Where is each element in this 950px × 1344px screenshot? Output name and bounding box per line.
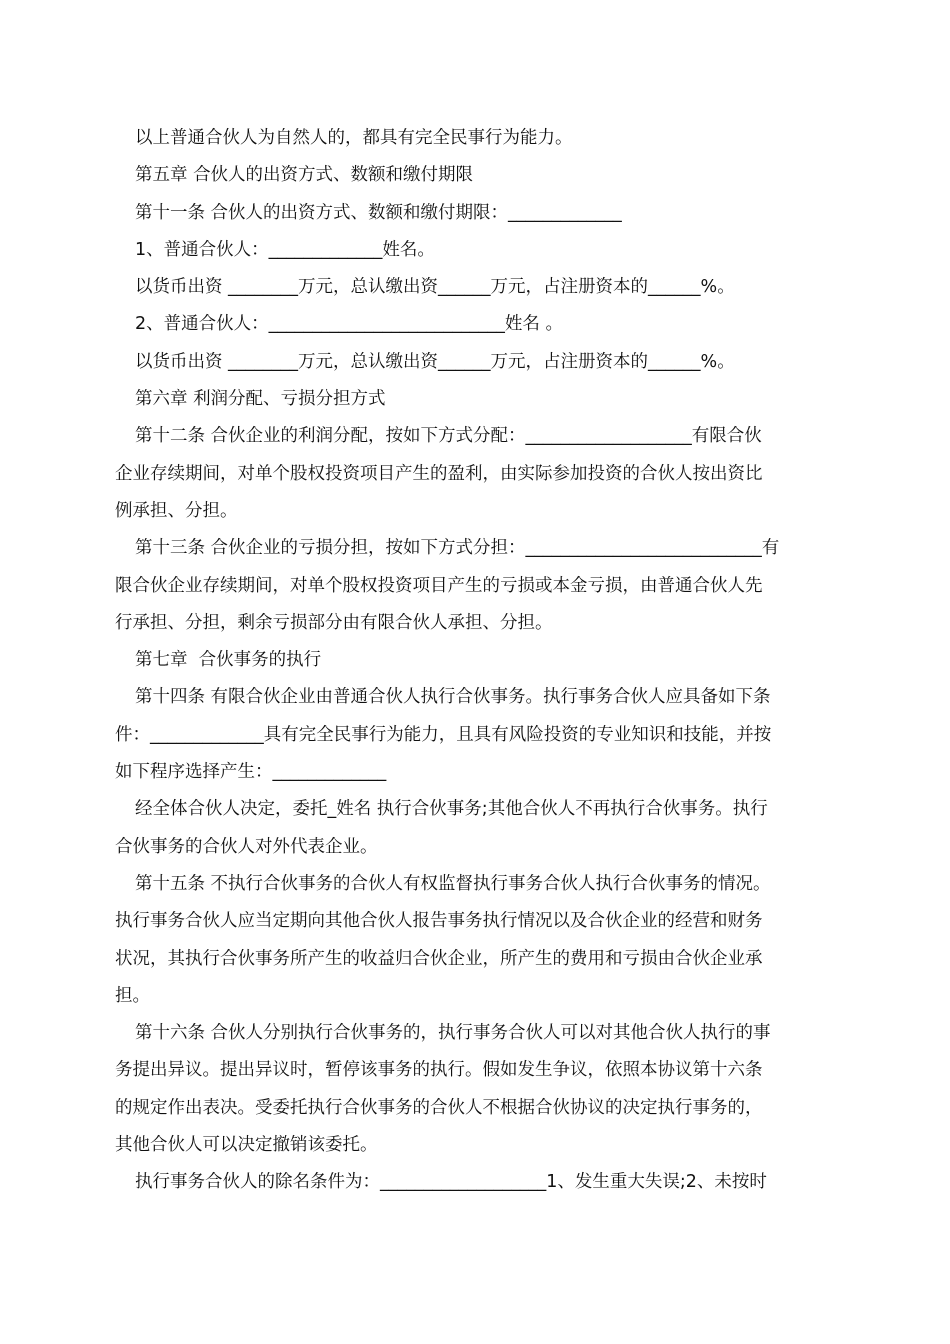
text-line: 企业存续期间，对单个股权投资项目产生的盈利，由实际参加投资的合伙人按出资比	[115, 463, 763, 484]
text-line: 1、普通合伙人：_____________姓名。	[135, 239, 435, 260]
text-line: 第七章 合伙事务的执行	[135, 650, 322, 671]
text-line: 第六章 利润分配、亏损分担方式	[135, 389, 386, 410]
text-line: 经全体合伙人决定，委托_姓名 执行合伙事务;其他合伙人不再执行合伙事务。执行	[135, 799, 768, 820]
text-line: 务提出异议。提出异议时，暂停该事务的执行。假如发生争议，依照本协议第十六条	[115, 1060, 763, 1081]
text-line: 第十一条 合伙人的出资方式、数额和缴付期限：_____________	[135, 202, 622, 223]
text-line: 行承担、分担，剩余亏损部分由有限合伙人承担、分担。	[115, 612, 553, 633]
text-line: 如下程序选择产生：_____________	[115, 762, 387, 783]
text-line: 状况，其执行合伙事务所产生的收益归合伙企业，所产生的费用和亏损由合伙企业承	[115, 948, 763, 969]
text-line: 的规定作出表决。受委托执行合伙事务的合伙人不根据合伙协议的决定执行事务的，	[115, 1097, 763, 1118]
text-line: 执行事务合伙人的除名条件为：___________________1、发生重大失误;2、未按时	[135, 1172, 767, 1193]
text-line: 第十六条 合伙人分别执行合伙事务的，执行事务合伙人可以对其他合伙人执行的事	[135, 1023, 771, 1044]
text-line: 担。	[115, 985, 150, 1006]
text-line: 以上普通合伙人为自然人的，都具有完全民事行为能力。	[135, 128, 573, 148]
text-line: 第十五条 不执行合伙事务的合伙人有权监督执行事务合伙人执行合伙事务的情况。	[135, 873, 771, 894]
text-line: 2、普通合伙人：___________________________姓名 。	[135, 314, 563, 335]
text-line: 件：_____________具有完全民事行为能力，且具有风险投资的专业知识和技能，并按	[115, 724, 772, 745]
text-line: 例承担、分担。	[115, 500, 238, 521]
text-line: 第十三条 合伙企业的亏损分担，按如下方式分担：___________________________有	[135, 538, 780, 559]
text-line: 以货币出资 ________万元，总认缴出资______万元，占注册资本的______%。	[135, 277, 735, 298]
text-line: 以货币出资 ________万元，总认缴出资______万元，占注册资本的______%。	[135, 351, 735, 372]
text-line: 合伙事务的合伙人对外代表企业。	[115, 836, 378, 857]
document-body	[115, 120, 837, 1202]
text-line: 执行事务合伙人应当定期向其他合伙人报告事务执行情况以及合伙企业的经营和财务	[115, 911, 763, 932]
text-line: 限合伙企业存续期间，对单个股权投资项目产生的亏损或本金亏损，由普通合伙人先	[115, 575, 763, 596]
text-line: 第五章 合伙人的出资方式、数额和缴付期限	[135, 165, 474, 186]
text-line: 其他合伙人可以决定撤销该委托。	[115, 1135, 378, 1156]
text-line: 第十二条 合伙企业的利润分配，按如下方式分配：___________________有限合伙	[135, 426, 762, 447]
text-line: 第十四条 有限合伙企业由普通合伙人执行合伙事务。执行事务合伙人应具备如下条	[135, 687, 771, 708]
